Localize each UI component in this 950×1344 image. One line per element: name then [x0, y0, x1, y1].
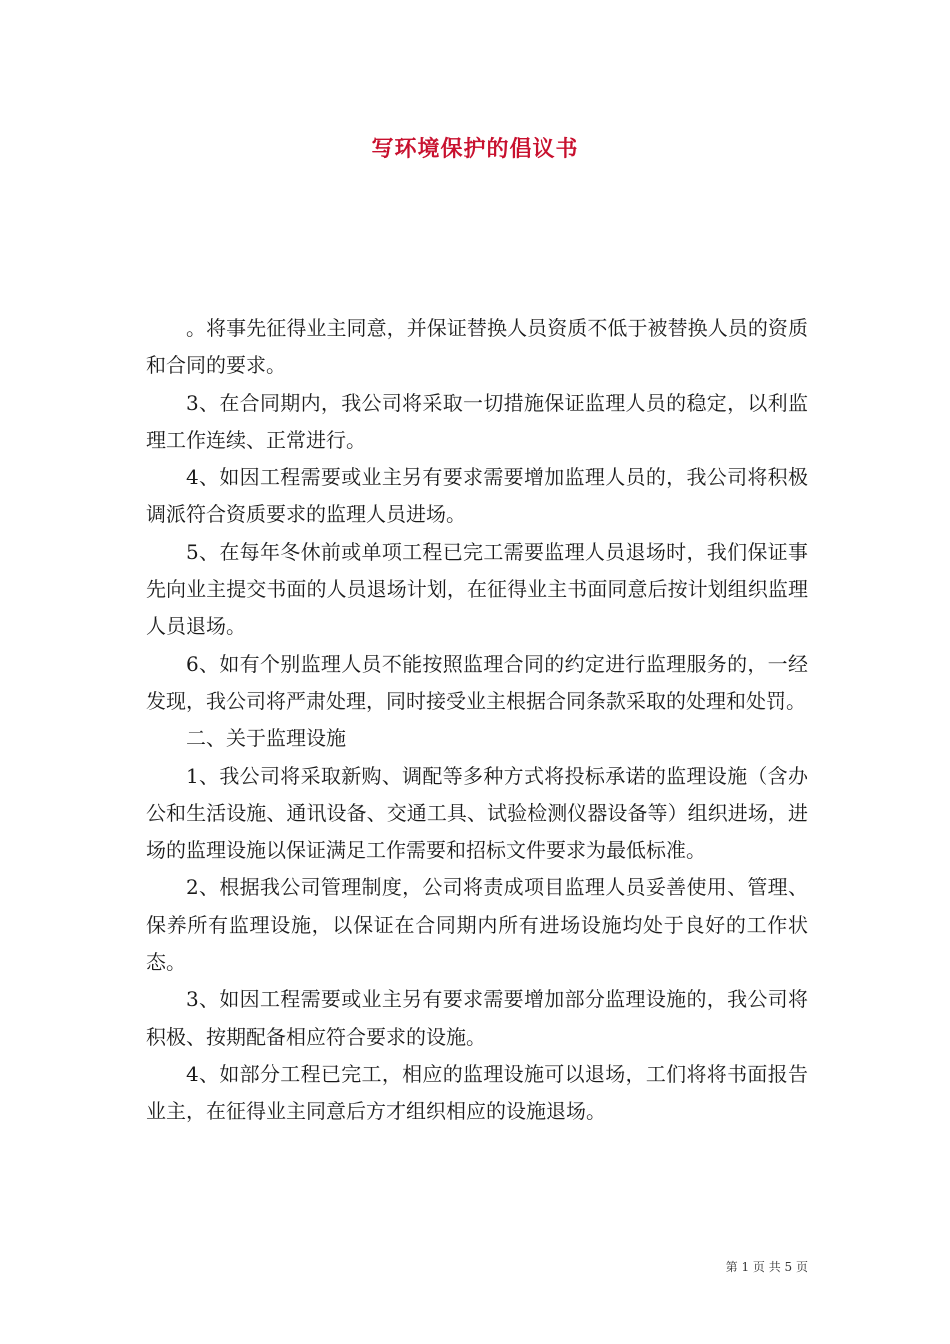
page-title: 写环境保护的倡议书: [371, 136, 579, 162]
paragraph-7: 2、根据我公司管理制度，公司将责成项目监理人员妥善使用、管理、保养所有监理设施，以保证在合同期内所有进场设施均处于良好的工作状态。: [146, 875, 808, 975]
paragraph-9: 4、如部分工程已完工，相应的监理设施可以退场，工们将将书面报告业主，在征得业主同意后方才组织相应的设施退场。: [146, 1061, 808, 1124]
paragraph-1: 。将事先征得业主同意，并保证替换人员资质不低于被替换人员的资质和合同的要求。: [146, 316, 808, 378]
paragraph-4: 5、在每年冬休前或单项工程已完工需要监理人员退场时，我们保证事先向业主提交书面的人员退场计划，在征得业主书面同意后按计划组织监理人员退场。: [146, 539, 808, 639]
section-heading: 二、关于监理设施: [186, 726, 346, 751]
paragraph-2: 3、在合同期内，我公司将采取一切措施保证监理人员的稳定，以利监理工作连续、正常进行。: [146, 390, 808, 452]
paragraph-3: 4、如因工程需要或业主另有要求需要增加监理人员的，我公司将积极调派符合资质要求的监理人员进场。: [146, 465, 808, 527]
paragraph-8: 3、如因工程需要或业主另有要求需要增加部分监理设施的，我公司将积极、按期配备相应符合要求的设施。: [146, 987, 808, 1049]
document-body: [146, 310, 808, 1131]
paragraph-5: 6、如有个别监理人员不能按照监理合同的约定进行监理服务的，一经发现，我公司将严肃处理，同时接受业主根据合同条款采取的处理和处罚。: [146, 651, 808, 713]
page-number: 第 1 页 共 5 页: [725, 1260, 808, 1274]
paragraph-6: 1、我公司将采取新购、调配等多种方式将投标承诺的监理设施（含办公和生活设施、通讯设备、交通工具、试验检测仪器设备等）组织进场，进场的监理设施以保证满足工作需要和招标文件要求为最低标准。: [146, 763, 808, 863]
